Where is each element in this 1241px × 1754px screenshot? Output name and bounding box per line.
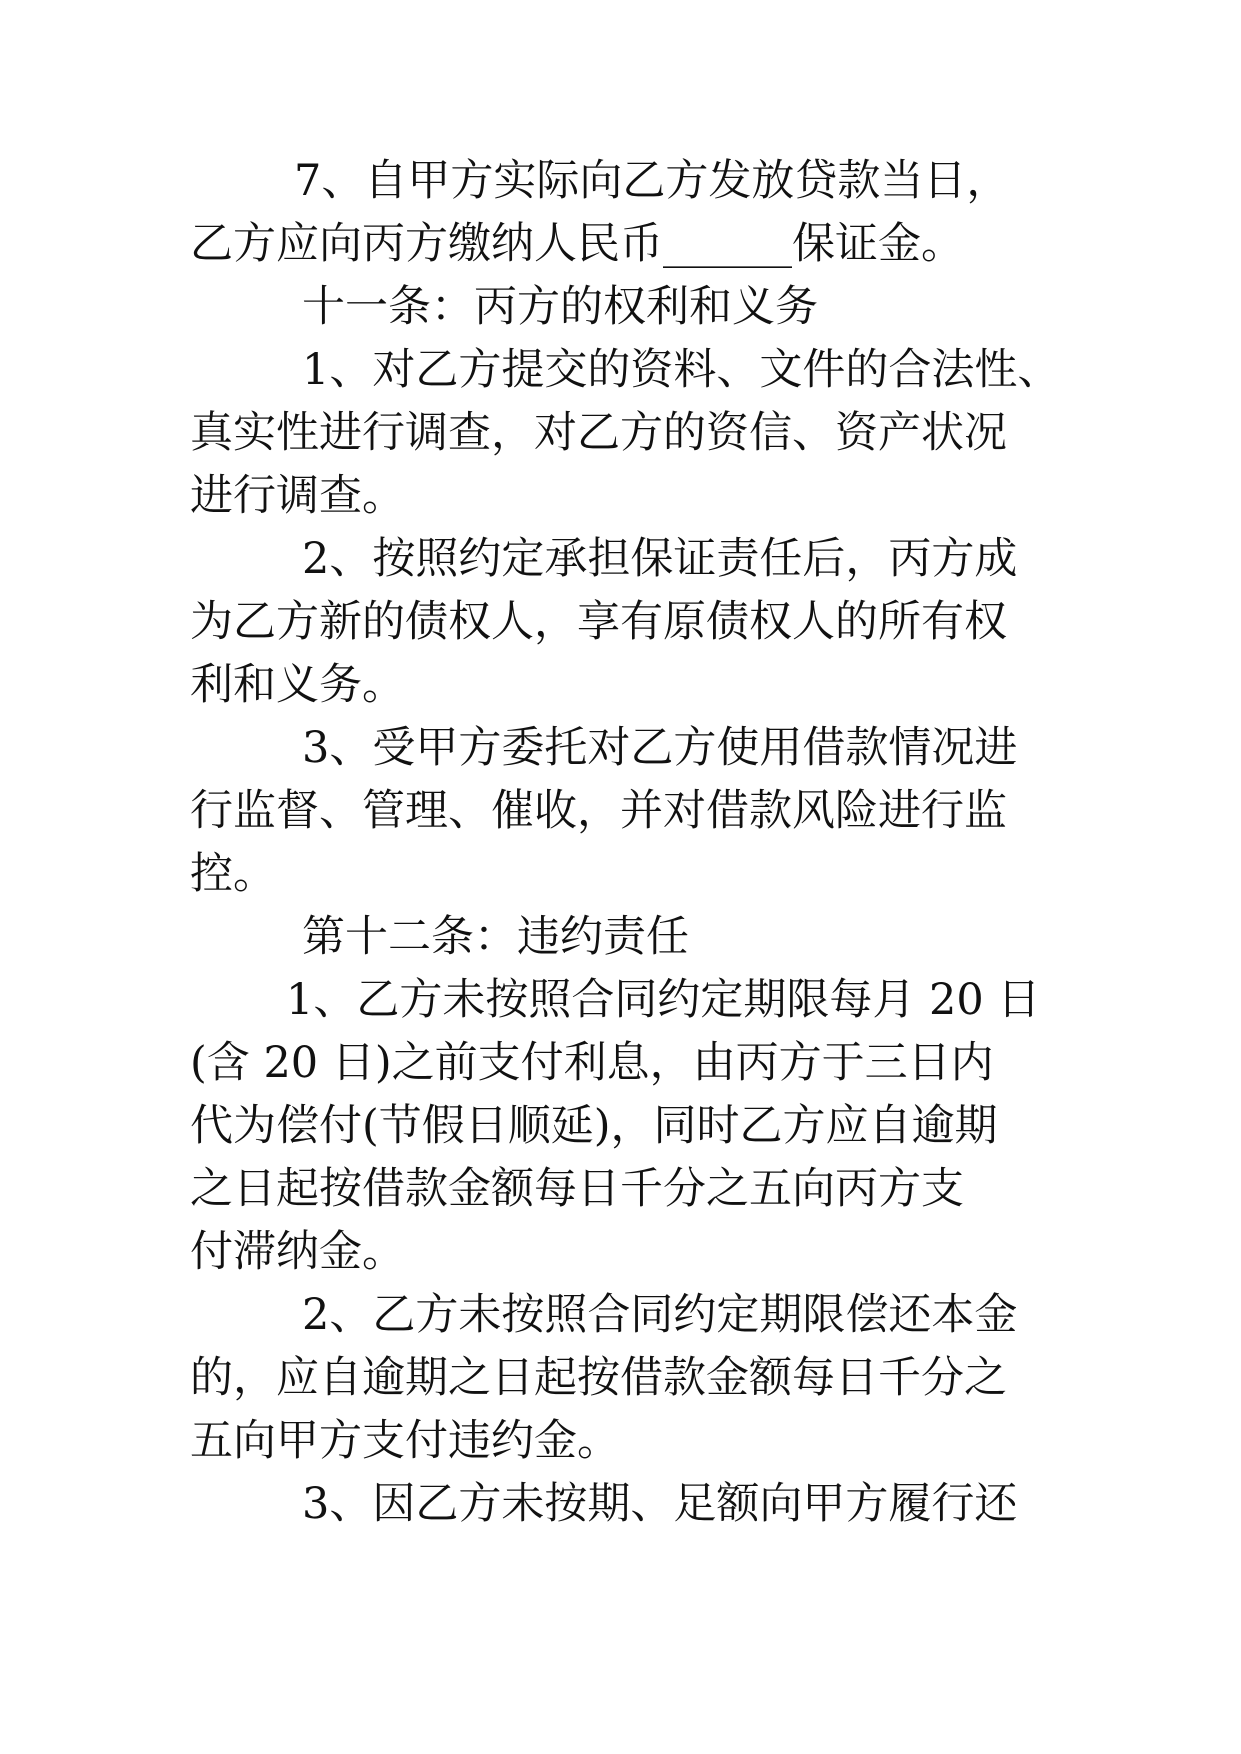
text-line-9: 利和义务。 bbox=[190, 660, 405, 710]
section-heading-11: 十一条：丙方的权利和义务 bbox=[302, 282, 818, 332]
document-body bbox=[190, 150, 1070, 1536]
text-line-20: 的，应自逾期之日起按借款金额每日千分之 bbox=[190, 1353, 1007, 1403]
text-line-8: 为乙方新的债权人，享有原债权人的所有权 bbox=[190, 597, 1007, 647]
section-heading-12: 第十二条：违约责任 bbox=[302, 912, 689, 962]
text-line-10: 3、受甲方委托对乙方使用借款情况进 bbox=[302, 723, 1018, 773]
text-line-5: 真实性进行调查，对乙方的资信、资产状况 bbox=[190, 408, 1007, 458]
text-line-19: 2、乙方未按照合同约定期限偿还本金 bbox=[302, 1290, 1018, 1340]
text-line-2: 乙方应向丙方缴纳人民币______保证金。 bbox=[190, 219, 964, 269]
text-line-17: 之日起按借款金额每日千分之五向丙方支 bbox=[190, 1164, 964, 1214]
text-line-1: 7、自甲方实际向乙方发放贷款当日， bbox=[294, 156, 1010, 206]
text-line-6: 进行调查。 bbox=[190, 471, 405, 521]
text-line-18: 付滞纳金。 bbox=[190, 1227, 405, 1277]
text-line-7: 2、按照约定承担保证责任后，丙方成 bbox=[302, 534, 1018, 584]
text-line-22: 3、因乙方未按期、足额向甲方履行还 bbox=[302, 1479, 1018, 1529]
text-line-16: 代为偿付(节假日顺延)，同时乙方应自逾期 bbox=[190, 1101, 998, 1151]
text-line-11: 行监督、管理、催收，并对借款风险进行监 bbox=[190, 786, 1007, 836]
text-line-21: 五向甲方支付违约金。 bbox=[190, 1416, 620, 1466]
text-line-4: 1、对乙方提交的资料、文件的合法性、 bbox=[302, 345, 1061, 395]
text-line-12: 控。 bbox=[190, 849, 276, 899]
text-line-14: 1、乙方未按照合同约定期限每月 20 日 bbox=[286, 975, 1041, 1025]
text-line-15: (含 20 日)之前支付利息，由丙方于三日内 bbox=[190, 1038, 994, 1088]
